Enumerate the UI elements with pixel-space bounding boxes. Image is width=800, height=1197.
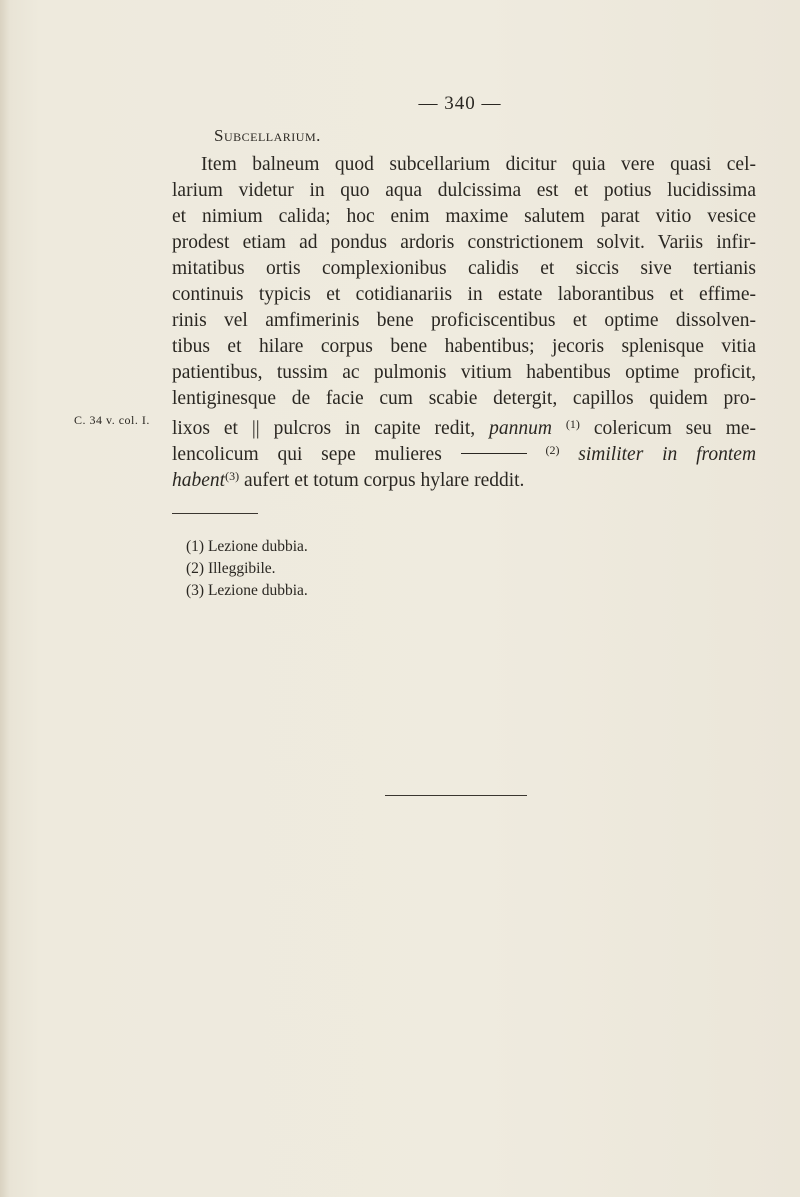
body-line — [172, 412, 756, 437]
italic-word: pannum — [489, 418, 552, 439]
bottom-rule — [385, 795, 527, 796]
footnote-ref: (3) — [225, 469, 240, 483]
text-run: lixos et || pulcros in capite redit, — [172, 418, 476, 439]
body-line — [172, 438, 756, 463]
footnote: (2) Illeggibile. — [186, 560, 276, 577]
section-heading: Subcellarium. — [214, 126, 321, 145]
footnote-ref: (1) — [565, 417, 580, 431]
margin-note: C. 34 v. col. I. — [74, 413, 150, 427]
page-number: — 340 — — [418, 93, 502, 114]
body-line: et nimium calida; hoc enim maxime salutem parat vitio vesice — [172, 206, 756, 227]
text-run: aufert et totum corpus hylare reddit. — [243, 470, 525, 491]
footnote: (1) Lezione dubbia. — [186, 538, 308, 555]
footnote: (3) Lezione dubbia. — [186, 582, 308, 599]
text-run: colericum seu me- — [593, 418, 757, 439]
body-line: tibus et hilare corpus bene habentibus; jecoris splenisque vitia — [172, 336, 756, 357]
body-line: lentiginesque de facie cum scabie detergit, capillos quidem pro- — [172, 388, 756, 409]
text-run: lencolicum qui sepe mulieres — [172, 444, 442, 465]
italic-phrase: similiter in frontem — [578, 444, 757, 465]
footnote-ref: (2) — [545, 443, 560, 457]
body-line: patientibus, tussim ac pulmonis vitium habentibus optime proficit, — [172, 362, 756, 383]
italic-word: habent — [172, 470, 226, 491]
body-line: continuis typicis et cotidianariis in estate laborantibus et effime- — [172, 284, 756, 305]
illegible-gap-line — [461, 453, 527, 454]
body-line: larium videtur in quo aqua dulcissima est et potius lucidissima — [172, 180, 756, 201]
footnote-rule — [172, 513, 258, 514]
body-line: mitatibus ortis complexionibus calidis et siccis sive tertianis — [172, 258, 756, 279]
body-line: prodest etiam ad pondus ardoris constrictionem solvit. Variis infir- — [172, 232, 756, 253]
body-line: Item balneum quod subcellarium dicitur quia vere quasi cel- — [201, 154, 756, 175]
body-line — [172, 464, 756, 489]
body-line: rinis vel amfimerinis bene proficiscentibus et optime dissolven- — [172, 310, 756, 331]
